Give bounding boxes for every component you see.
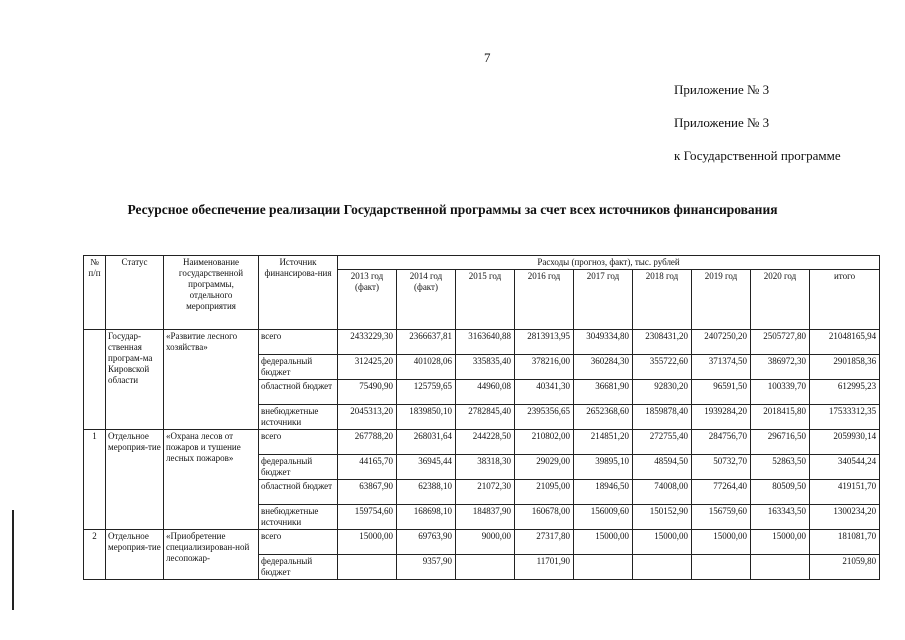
value-cell: 48594,50 xyxy=(633,455,692,480)
value-cell: 378216,00 xyxy=(515,355,574,380)
value-cell: 39895,10 xyxy=(574,455,633,480)
value-cell xyxy=(574,555,633,580)
value-cell: 150152,90 xyxy=(633,505,692,530)
value-cell xyxy=(456,555,515,580)
value-cell: 2045313,20 xyxy=(338,405,397,430)
value-cell: 2505727,80 xyxy=(751,330,810,355)
value-cell: 9000,00 xyxy=(456,530,515,555)
value-cell: 214851,20 xyxy=(574,430,633,455)
value-cell: 268031,64 xyxy=(397,430,456,455)
value-cell: 21095,00 xyxy=(515,480,574,505)
header-status: Статус xyxy=(106,256,164,330)
value-cell xyxy=(751,555,810,580)
value-cell: 40341,30 xyxy=(515,380,574,405)
row-source: всего xyxy=(259,530,338,555)
value-cell: 272755,40 xyxy=(633,430,692,455)
header-expenses: Расходы (прогноз, факт), тыс. рублей xyxy=(338,256,880,270)
header-row-1 xyxy=(84,256,880,270)
appendix-line-3: к Государственной программе xyxy=(674,148,841,163)
value-cell: 419151,70 xyxy=(810,480,880,505)
row-status: Отдельное мероприя-тие xyxy=(106,430,164,530)
value-cell: 184837,90 xyxy=(456,505,515,530)
value-cell: 2308431,20 xyxy=(633,330,692,355)
value-cell: 181081,70 xyxy=(810,530,880,555)
row-source: областной бюджет xyxy=(259,480,338,505)
value-cell: 15000,00 xyxy=(751,530,810,555)
header-year: итого xyxy=(810,270,880,330)
header-year: 2015 год xyxy=(456,270,515,330)
row-status: Отдельное мероприя-тие xyxy=(106,530,164,580)
margin-mark xyxy=(12,510,14,610)
value-cell: 2018415,80 xyxy=(751,405,810,430)
value-cell: 21072,30 xyxy=(456,480,515,505)
value-cell: 296716,50 xyxy=(751,430,810,455)
header-num: № п/п xyxy=(84,256,106,330)
header-year: 2017 год xyxy=(574,270,633,330)
value-cell: 267788,20 xyxy=(338,430,397,455)
value-cell: 100339,70 xyxy=(751,380,810,405)
appendix-line-1: Приложение № 3 xyxy=(674,82,770,97)
value-cell: 36945,44 xyxy=(397,455,456,480)
row-source: областной бюджет xyxy=(259,380,338,405)
value-cell: 2059930,14 xyxy=(810,430,880,455)
value-cell xyxy=(338,555,397,580)
header-source: Источник финансирова-ния xyxy=(259,256,338,330)
value-cell: 160678,00 xyxy=(515,505,574,530)
value-cell: 44165,70 xyxy=(338,455,397,480)
value-cell: 80509,50 xyxy=(751,480,810,505)
row-number: 1 xyxy=(84,430,106,530)
row-source: федеральный бюджет xyxy=(259,555,338,580)
row-source: федеральный бюджет xyxy=(259,355,338,380)
value-cell: 335835,40 xyxy=(456,355,515,380)
value-cell: 386972,30 xyxy=(751,355,810,380)
value-cell: 36681,90 xyxy=(574,380,633,405)
value-cell: 312425,20 xyxy=(338,355,397,380)
row-source: внебюджетные источники xyxy=(259,505,338,530)
value-cell: 75490,90 xyxy=(338,380,397,405)
value-cell: 401028,06 xyxy=(397,355,456,380)
value-cell: 92830,20 xyxy=(633,380,692,405)
value-cell: 15000,00 xyxy=(633,530,692,555)
value-cell: 355722,60 xyxy=(633,355,692,380)
value-cell: 17533312,35 xyxy=(810,405,880,430)
resource-table xyxy=(83,255,880,580)
value-cell: 52863,50 xyxy=(751,455,810,480)
value-cell: 15000,00 xyxy=(574,530,633,555)
value-cell: 360284,30 xyxy=(574,355,633,380)
value-cell: 77264,40 xyxy=(692,480,751,505)
table-body xyxy=(84,330,880,580)
row-name: «Развитие лесного хозяйства» xyxy=(164,330,259,430)
value-cell: 2782845,40 xyxy=(456,405,515,430)
value-cell: 2366637,81 xyxy=(397,330,456,355)
value-cell xyxy=(692,555,751,580)
value-cell: 11701,90 xyxy=(515,555,574,580)
header-year: 2020 год xyxy=(751,270,810,330)
value-cell: 2813913,95 xyxy=(515,330,574,355)
value-cell: 1300234,20 xyxy=(810,505,880,530)
row-number: 2 xyxy=(84,530,106,580)
value-cell: 9357,90 xyxy=(397,555,456,580)
value-cell: 2901858,36 xyxy=(810,355,880,380)
value-cell: 18946,50 xyxy=(574,480,633,505)
row-source: всего xyxy=(259,430,338,455)
value-cell: 62388,10 xyxy=(397,480,456,505)
value-cell: 69763,90 xyxy=(397,530,456,555)
value-cell: 2395356,65 xyxy=(515,405,574,430)
header-name: Наименование государственной программы, отдельного мероприятия xyxy=(164,256,259,330)
value-cell: 2433229,30 xyxy=(338,330,397,355)
table-row xyxy=(84,530,880,555)
value-cell: 1859878,40 xyxy=(633,405,692,430)
document-title: Ресурсное обеспечение реализации Государственной программы за счет всех источников финансирования xyxy=(127,202,778,217)
value-cell: 125759,65 xyxy=(397,380,456,405)
value-cell: 1939284,20 xyxy=(692,405,751,430)
value-cell: 15000,00 xyxy=(692,530,751,555)
row-name: «Охрана лесов от пожаров и тушение лесных пожаров» xyxy=(164,430,259,530)
header-year: 2016 год xyxy=(515,270,574,330)
value-cell xyxy=(633,555,692,580)
value-cell: 284756,70 xyxy=(692,430,751,455)
appendix-line-2: Приложение № 3 xyxy=(674,115,770,130)
value-cell: 168698,10 xyxy=(397,505,456,530)
value-cell: 156759,60 xyxy=(692,505,751,530)
value-cell: 371374,50 xyxy=(692,355,751,380)
value-cell: 96591,50 xyxy=(692,380,751,405)
header-year: 2018 год xyxy=(633,270,692,330)
value-cell: 27317,80 xyxy=(515,530,574,555)
value-cell: 1839850,10 xyxy=(397,405,456,430)
value-cell: 156009,60 xyxy=(574,505,633,530)
value-cell: 210802,00 xyxy=(515,430,574,455)
page-number: 7 xyxy=(484,50,491,65)
value-cell: 29029,00 xyxy=(515,455,574,480)
value-cell: 340544,24 xyxy=(810,455,880,480)
value-cell: 2652368,60 xyxy=(574,405,633,430)
value-cell: 50732,70 xyxy=(692,455,751,480)
value-cell: 63867,90 xyxy=(338,480,397,505)
row-source: внебюджетные источники xyxy=(259,405,338,430)
header-year: 2019 год xyxy=(692,270,751,330)
value-cell: 21059,80 xyxy=(810,555,880,580)
value-cell: 21048165,94 xyxy=(810,330,880,355)
value-cell: 38318,30 xyxy=(456,455,515,480)
value-cell: 2407250,20 xyxy=(692,330,751,355)
row-number xyxy=(84,330,106,430)
table-row xyxy=(84,330,880,355)
value-cell: 159754,60 xyxy=(338,505,397,530)
header-year: 2013 год (факт) xyxy=(338,270,397,330)
value-cell: 15000,00 xyxy=(338,530,397,555)
header-year: 2014 год (факт) xyxy=(397,270,456,330)
value-cell: 163343,50 xyxy=(751,505,810,530)
value-cell: 3049334,80 xyxy=(574,330,633,355)
table-row xyxy=(84,430,880,455)
value-cell: 74008,00 xyxy=(633,480,692,505)
value-cell: 244228,50 xyxy=(456,430,515,455)
value-cell: 612995,23 xyxy=(810,380,880,405)
row-source: всего xyxy=(259,330,338,355)
row-name: «Приобретение специализирован-ной лесопожар- xyxy=(164,530,259,580)
value-cell: 3163640,88 xyxy=(456,330,515,355)
value-cell: 44960,08 xyxy=(456,380,515,405)
row-source: федеральный бюджет xyxy=(259,455,338,480)
row-status: Государ-ственная програм-ма Кировской области xyxy=(106,330,164,430)
